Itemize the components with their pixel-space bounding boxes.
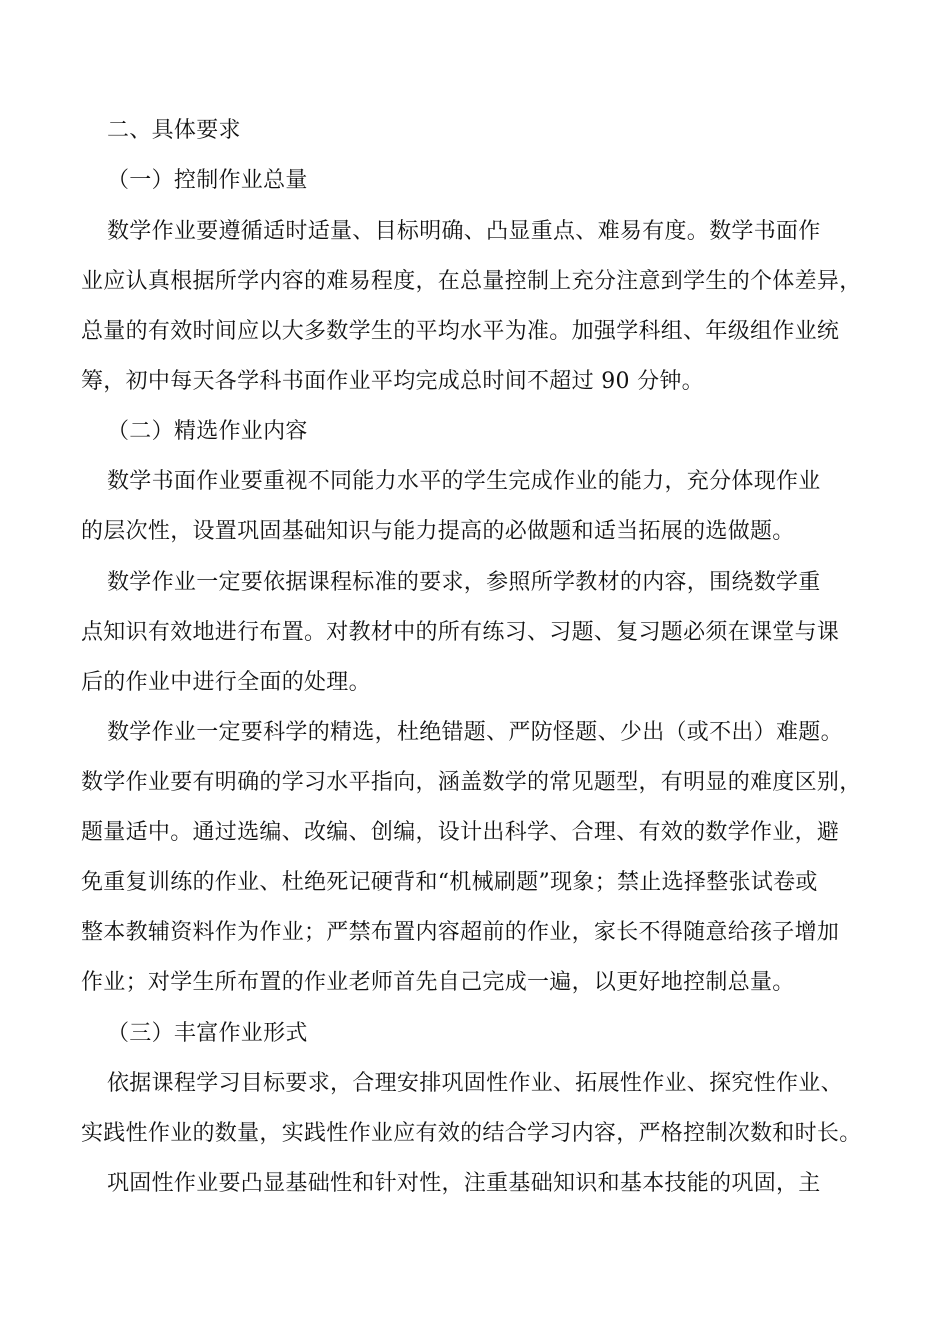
section-heading: 二、具体要求 (107, 118, 241, 143)
paragraph-line: 数学作业一定要科学的精选，杜绝错题、严防怪题、少出（或不出）难题。 (107, 720, 843, 745)
paragraph-line: 作业；对学生所布置的作业老师首先自己完成一遍，以更好地控制总量。 (81, 970, 795, 995)
paragraph-line: 实践性作业的数量，实践性作业应有效的结合学习内容，严格控制次数和时长。 (81, 1121, 862, 1146)
paragraph-line: 免重复训练的作业、杜绝死记硬背和“机械刷题”现象；禁止选择整张试卷或 (81, 870, 818, 895)
subsection-heading: （二）精选作业内容 (107, 419, 308, 444)
paragraph-line: 巩固性作业要凸显基础性和针对性，注重基础知识和基本技能的巩固，主 (107, 1171, 821, 1196)
paragraph-line: 业应认真根据所学内容的难易程度，在总量控制上充分注意到学生的个体差异， (81, 269, 862, 294)
subsection-heading: （一）控制作业总量 (107, 168, 308, 193)
paragraph-line: 数学作业要遵循适时适量、目标明确、凸显重点、难易有度。数学书面作 (107, 219, 821, 244)
paragraph-line: 点知识有效地进行布置。对教材中的所有练习、习题、复习题必须在课堂与课 (81, 620, 840, 645)
paragraph-line: 题量适中。通过选编、改编、创编，设计出科学、合理、有效的数学作业，避 (81, 820, 840, 845)
paragraph-line: 数学作业一定要依据课程标准的要求，参照所学教材的内容，围绕数学重 (107, 570, 821, 595)
paragraph-line: 数学作业要有明确的学习水平指向，涵盖数学的常见题型，有明显的难度区别， (81, 770, 862, 795)
paragraph-line: 后的作业中进行全面的处理。 (81, 670, 371, 695)
paragraph-line: 依据课程学习目标要求，合理安排巩固性作业、拓展性作业、探究性作业、 (107, 1071, 843, 1096)
paragraph-line: 的层次性，设置巩固基础知识与能力提高的必做题和适当拓展的选做题。 (81, 519, 795, 544)
paragraph-line: 总量的有效时间应以大多数学生的平均水平为准。加强学科组、年级组作业统 (81, 319, 840, 344)
paragraph-line: 整本教辅资料作为作业；严禁布置内容超前的作业，家长不得随意给孩子增加 (81, 920, 840, 945)
paragraph-line: 筹，初中每天各学科书面作业平均完成总时间不超过 90 分钟。 (81, 369, 704, 394)
paragraph-line: 数学书面作业要重视不同能力水平的学生完成作业的能力，充分体现作业 (107, 469, 821, 494)
subsection-heading: （三）丰富作业形式 (107, 1021, 308, 1046)
